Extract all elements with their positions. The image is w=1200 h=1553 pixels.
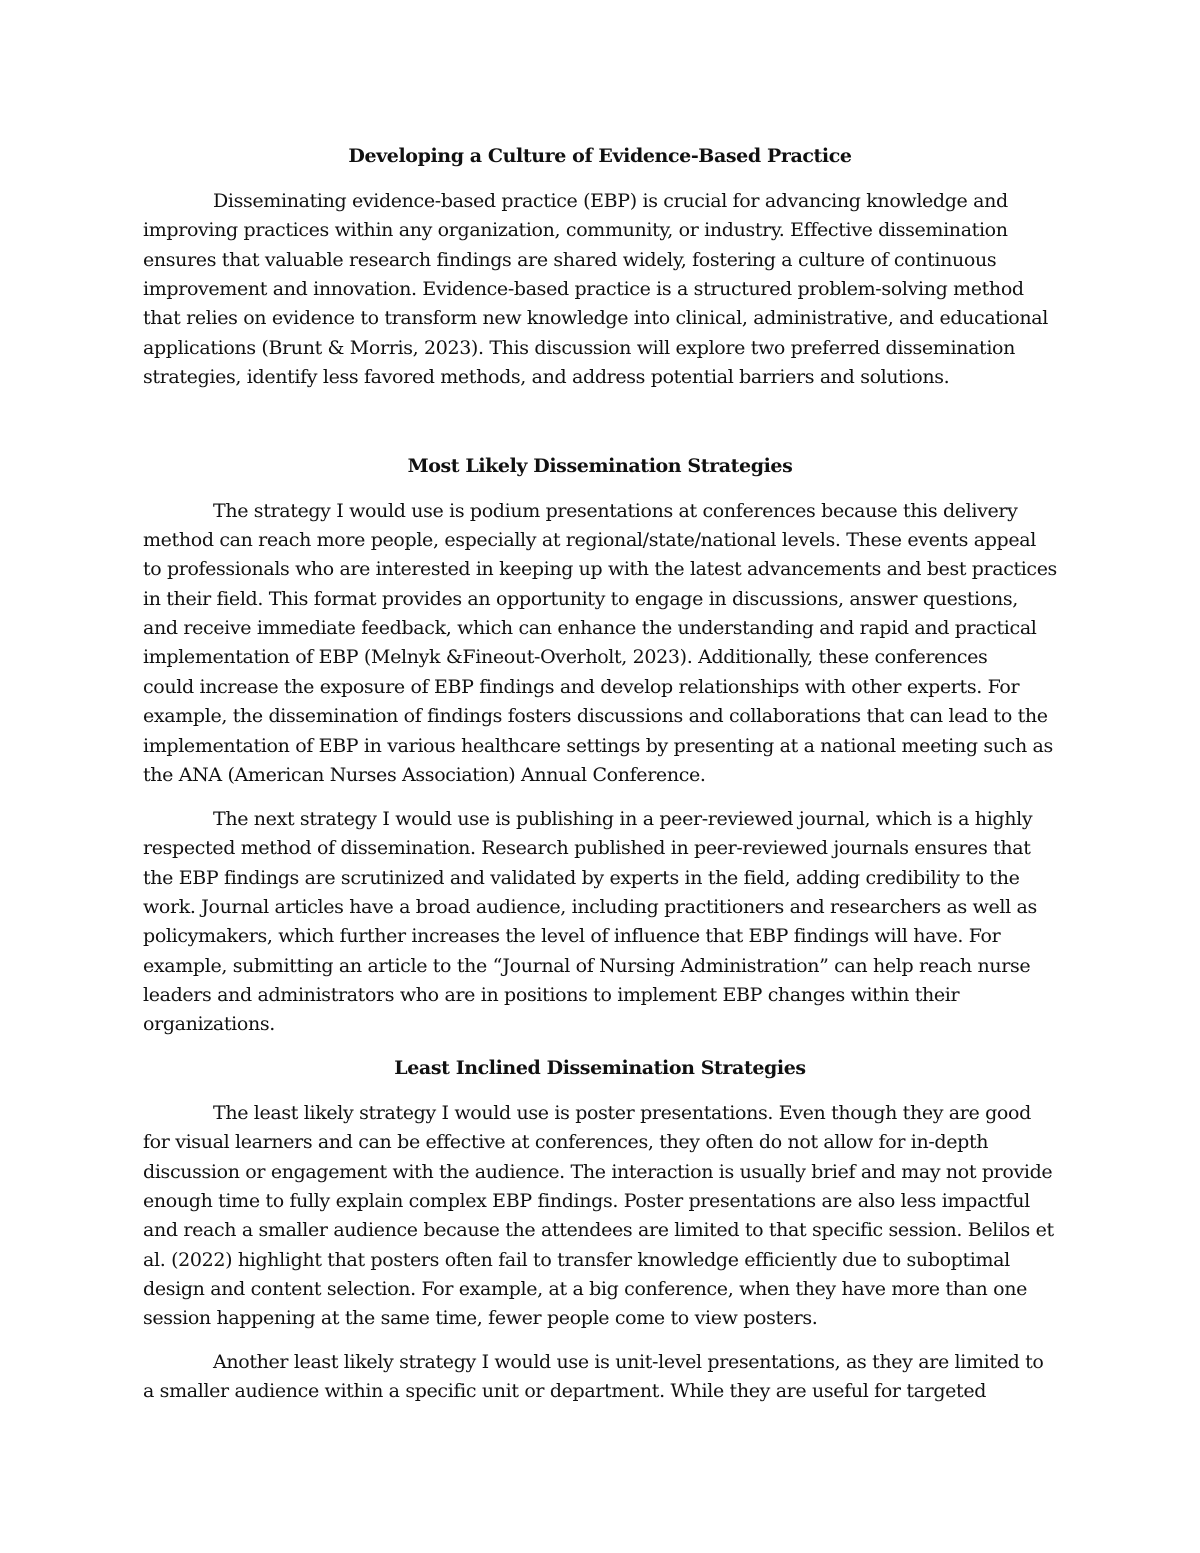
s1p1-line-8: example, the dissemination of findings fosters discussions and collaborations that can lead to the	[143, 705, 1048, 727]
s1p1-line-6: implementation of EBP (Melnyk &Fineout-Overholt, 2023). Additionally, these conferences	[143, 646, 988, 668]
s2p1-line-4: enough time to fully explain complex EBP findings. Poster presentations are also less impactful	[143, 1190, 1030, 1212]
s1p2-line-7: leaders and administrators who are in positions to implement EBP changes within their	[143, 984, 960, 1006]
intro-line-4: improvement and innovation. Evidence-based practice is a structured problem-solving method	[143, 278, 1024, 300]
s1p1-line-9: implementation of EBP in various healthcare settings by presenting at a national meeting such as	[143, 735, 1053, 757]
s1p1-line-1: The strategy I would use is podium presentations at conferences because this delivery	[213, 500, 1018, 522]
intro-line-2: improving practices within any organization, community, or industry. Effective dissemination	[143, 219, 1008, 241]
s1p2-line-5: policymakers, which further increases the level of influence that EBP findings will have. For	[143, 925, 1001, 947]
s2p1-line-1: The least likely strategy I would use is poster presentations. Even though they are good	[213, 1102, 1031, 1124]
s2p1-line-6: al. (2022) highlight that posters often fail to transfer knowledge efficiently due to suboptimal	[143, 1249, 1010, 1271]
s1p2-line-6: example, submitting an article to the “Journal of Nursing Administration” can help reach nurse	[143, 955, 1031, 977]
s1p1-line-3: to professionals who are interested in keeping up with the latest advancements and best practices	[143, 558, 1057, 580]
s1p1-line-2: method can reach more people, especially at regional/state/national levels. These events appeal	[143, 529, 1036, 551]
s2p1-line-5: and reach a smaller audience because the attendees are limited to that specific session. Belilos et	[143, 1219, 1054, 1241]
s1p2-line-3: the EBP findings are scrutinized and validated by experts in the field, adding credibility to the	[143, 867, 1020, 889]
s1p1-line-10: the ANA (American Nurses Association) Annual Conference.	[143, 764, 706, 786]
s1p2-line-4: work. Journal articles have a broad audience, including practitioners and researchers as well as	[143, 896, 1037, 918]
s2p1-line-7: design and content selection. For example, at a big conference, when they have more than one	[143, 1278, 1027, 1300]
s1p2-line-2: respected method of dissemination. Research published in peer-reviewed journals ensures that	[143, 837, 1031, 859]
s1p1-line-7: could increase the exposure of EBP findings and develop relationships with other experts. For	[143, 676, 1020, 698]
document-title: Developing a Culture of Evidence-Based Practice	[348, 145, 852, 167]
intro-line-1: Disseminating evidence-based practice (EBP) is crucial for advancing knowledge and	[213, 190, 1008, 212]
s1p1-line-5: and receive immediate feedback, which can enhance the understanding and rapid and practical	[143, 617, 1037, 639]
s1p2-line-1: The next strategy I would use is publishing in a peer-reviewed journal, which is a highly	[213, 808, 1033, 830]
s2p2-line-1: Another least likely strategy I would use is unit-level presentations, as they are limited to	[213, 1351, 1044, 1373]
intro-line-6: applications (Brunt & Morris, 2023). This discussion will explore two preferred dissemination	[143, 337, 1016, 359]
s2p1-line-2: for visual learners and can be effective at conferences, they often do not allow for in-depth	[143, 1131, 989, 1153]
intro-line-5: that relies on evidence to transform new knowledge into clinical, administrative, and educational	[143, 307, 1048, 329]
s2p1-line-8: session happening at the same time, fewer people come to view posters.	[143, 1307, 818, 1329]
intro-line-3: ensures that valuable research findings are shared widely, fostering a culture of continuous	[143, 249, 997, 271]
s2p2-line-2: a smaller audience within a specific unit or department. While they are useful for targeted	[143, 1380, 987, 1402]
s2p1-line-3: discussion or engagement with the audience. The interaction is usually brief and may not provide	[143, 1161, 1053, 1183]
intro-line-7: strategies, identify less favored methods, and address potential barriers and solutions.	[143, 366, 950, 388]
section-heading-most-likely: Most Likely Dissemination Strategies	[407, 455, 793, 477]
s1p1-line-4: in their field. This format provides an opportunity to engage in discussions, answer questions,	[143, 588, 1018, 610]
s1p2-line-8: organizations.	[143, 1013, 275, 1035]
section-heading-least-inclined: Least Inclined Dissemination Strategies	[394, 1057, 806, 1079]
